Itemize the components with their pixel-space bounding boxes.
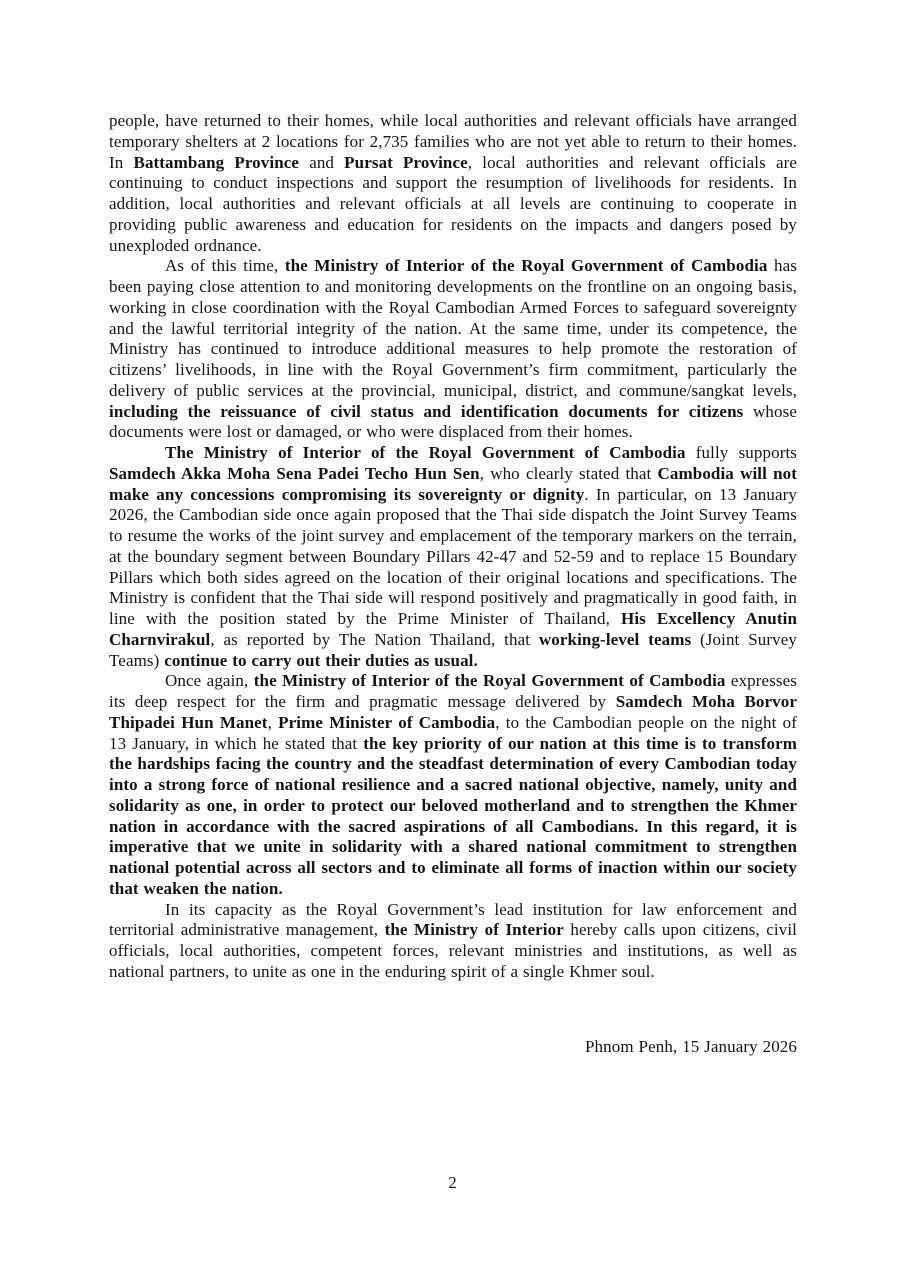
text-run: whose documents were lost or damaged, or who were displaced from their homes.	[109, 401, 797, 442]
bold-text-run: including the reissuance of civil status and identification documents for citizens	[109, 401, 744, 421]
bold-text-run: Battambang Province	[133, 152, 300, 172]
text-run: . In particular, on 13 January 2026, the Cambodian side once again proposed that the Thai side dispatch the Joint Survey Teams to resume the works of the joint survey and emplacement of the temporary markers on the terrain, at the boundary segment between Boundary Pillars 42-47 and 52-59 and to replace 15 Boundary Pillars which both sides agreed on the location of their original locations and specifications. The Ministry is confident that the Thai side will respond positively and pragmatically in good faith, in line with the position stated by the Prime Minister of Thailand,	[109, 484, 797, 628]
bold-text-run: The Ministry of Interior of the Royal Government of Cambodia	[165, 443, 686, 462]
text-run: hereby calls upon citizens, civil officials, local authorities, competent forces, relevant ministries and institutions, as well as national partners, to unite as one in the enduring spirit of a single Khmer soul.	[109, 920, 797, 981]
bold-text-run: working-level teams	[538, 629, 692, 649]
text-run: (Joint Survey Teams)	[109, 629, 797, 670]
bold-text-run: the key priority of our nation at this time is to transform the hardships facing the country and the steadfast determination of every Cambodian today into a strong force of national resilience and a sacred national objective, namely, unity and solidarity as one, in order to protect our beloved motherland and to strengthen the Khmer nation in accordance with the sacred aspirations of all Cambodians. In this regard, it is imperative that we unite in solidarity with a shared national commitment to strengthen national potential across all sectors and to eliminate all forms of inaction within our society that weaken the nation.	[109, 733, 797, 898]
dateline: Phnom Penh, 15 January 2026	[585, 1036, 797, 1056]
bold-text-run: the Ministry of Interior of the Royal Government of Cambodia	[253, 671, 726, 691]
bold-text-run: continue to carry out their duties as usual.	[164, 650, 478, 670]
text-run: Once again,	[165, 671, 254, 691]
text-run: , to the Cambodian people on the night of 13 January, in which he stated that	[109, 712, 797, 753]
bold-text-run: the Ministry of Interior of the Royal Government of Cambodia	[284, 256, 768, 276]
bold-text-run: Pursat Province	[344, 152, 468, 172]
text-run: , who clearly stated that	[479, 463, 658, 483]
document-body	[109, 111, 797, 1057]
paragraph-monitoring	[109, 256, 797, 443]
text-run: ,	[267, 712, 279, 732]
paragraph-continuation	[109, 111, 797, 256]
text-run: As of this time,	[165, 256, 285, 276]
text-run: has been paying close attention to and monitoring developments on the frontline on an ongoing basis, working in close coordination with the Royal Cambodian Armed Forces to safeguard sovereignty and the lawful territorial integrity of the nation. At the same time, under its competence, the Ministry has continued to introduce additional measures to help promote the restoration of citizens’ livelihoods, in line with the Royal Government’s firm commitment, particularly the delivery of public services at the provincial, municipal, district, and commune/sangkat levels,	[109, 256, 798, 400]
paragraph-ministry-supports	[109, 443, 797, 671]
bold-text-run: Samdech Akka Moha Sena Padei Techo Hun Sen	[109, 463, 480, 483]
bold-text-run: Samdech Moha Borvor Thipadei Hun Manet	[109, 692, 798, 732]
text-run: expresses its deep respect for the firm and pragmatic message delivered by	[109, 671, 797, 711]
paragraph-once-again	[109, 671, 797, 899]
text-run: In its capacity as the Royal Government’s lead institution for law enforcement and territorial administrative management,	[109, 899, 797, 940]
bold-text-run: Prime Minister of Cambodia	[278, 712, 496, 732]
bold-text-run: the Ministry of Interior	[384, 920, 564, 940]
text-run: people, have returned to their homes, while local authorities and relevant officials have arranged temporary shelters at 2 locations for 2,735 families who are not yet able to return to their homes. In	[109, 111, 797, 172]
page-number: 2	[448, 1173, 457, 1192]
text-run: and	[299, 152, 345, 172]
text-run: fully supports	[685, 443, 797, 462]
text-run: , as reported by The Nation Thailand, that	[210, 629, 539, 649]
bold-text-run: His Excellency Anutin Charnvirakul	[109, 609, 797, 649]
text-run: , local authorities and relevant officials are continuing to conduct inspections and support the resumption of livelihoods for residents. In addition, local authorities and relevant officials at all levels are continuing to cooperate in providing public awareness and education for residents on the impacts and dangers posed by unexploded ordnance.	[109, 152, 798, 255]
bold-text-run: Cambodia will not make any concessions compromising its sovereignty or dignity	[109, 463, 797, 504]
paragraph-capacity	[109, 900, 797, 983]
